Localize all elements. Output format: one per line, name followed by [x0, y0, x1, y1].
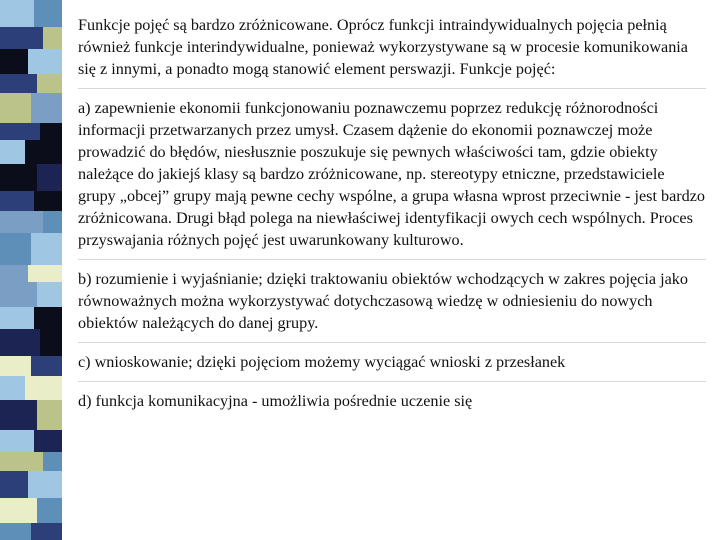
function-a-paragraph: a) zapewnienie ekonomii funkcjonowaniu poznawczemu poprzez redukcję różnorodności informacji przetwarzanych przez umysł. Czasem dążenie do ekonomii poznawczej może prowadzić do błędów, niesłusznie poszukuje się pewnych właściwości tam, gdzie obiekty należące do jakiejś klasy są bardzo zróżnicowane, np. stereotypy etniczne, przedstawiciele grupy „obcej” grupy mają pewne cechy wspólne, a grupa własna wprost przeciwnie - jest bardzo zróżnicowana. Drugi błąd polega na niewłaściwej identyfikacji owych cech wspólnych. Proces przyswajania różnych pojęć jest uwarunkowany kulturowo. [78, 99, 706, 249]
stripe-block [37, 74, 62, 94]
function-b-paragraph: b) rozumienie i wyjaśnianie; dzięki traktowaniu obiektów wchodzących w zakres pojęcia jako równoważnych można wykorzystywać dotychczasową wiedzę w odniesieniu do nowych obiektów należących do danej grupy. [78, 270, 688, 332]
stripe-block [0, 140, 25, 165]
stripe-block [0, 265, 28, 282]
paragraph-divider [78, 88, 706, 89]
stripe-segment [0, 282, 62, 307]
stripe-segment [0, 376, 62, 401]
paragraph-divider [78, 342, 706, 343]
stripe-segment [0, 329, 62, 356]
stripe-block [0, 356, 31, 376]
stripe-block [34, 191, 62, 211]
stripe-block [0, 93, 31, 122]
stripe-block [0, 191, 34, 211]
paragraph-divider [78, 259, 706, 260]
stripe-segment [0, 471, 62, 498]
stripe-segment [0, 140, 62, 165]
stripe-block [0, 74, 37, 94]
stripe-segment [0, 307, 62, 329]
decorative-color-stripe [0, 0, 62, 540]
stripe-block [0, 282, 37, 307]
stripe-block [0, 164, 37, 191]
stripe-segment [0, 74, 62, 94]
stripe-segment [0, 211, 62, 233]
stripe-segment [0, 265, 62, 282]
stripe-block [28, 471, 62, 498]
stripe-block [0, 523, 31, 540]
stripe-block [34, 307, 62, 329]
stripe-block [0, 452, 43, 472]
stripe-block [31, 93, 62, 122]
stripe-block [31, 356, 62, 376]
stripe-block [0, 123, 40, 140]
stripe-block [25, 140, 62, 165]
stripe-block [28, 49, 62, 74]
stripe-block [40, 123, 62, 140]
stripe-segment [0, 233, 62, 265]
stripe-segment [0, 523, 62, 540]
stripe-segment [0, 452, 62, 472]
stripe-segment [0, 430, 62, 452]
stripe-segment [0, 400, 62, 429]
stripe-segment [0, 0, 62, 27]
stripe-block [0, 498, 37, 523]
stripe-segment [0, 191, 62, 211]
stripe-block [0, 430, 34, 452]
stripe-block [0, 400, 37, 429]
stripe-block [0, 211, 43, 233]
stripe-block [37, 498, 62, 523]
stripe-block [0, 329, 40, 356]
stripe-block [31, 233, 62, 265]
stripe-block [0, 27, 43, 49]
stripe-block [28, 265, 62, 282]
stripe-block [0, 471, 28, 498]
paragraph-divider [78, 381, 706, 382]
stripe-block [0, 0, 34, 27]
stripe-block [43, 211, 62, 233]
function-d-paragraph: d) funkcja komunikacyjna - umożliwia pośrednie uczenie się [78, 392, 473, 410]
stripe-block [34, 0, 62, 27]
stripe-block [43, 452, 62, 472]
stripe-block [37, 164, 62, 191]
stripe-block [0, 376, 25, 401]
intro-paragraph: Funkcje pojęć są bardzo zróżnicowane. Oprócz funkcji intraindywidualnych pojęcia pełnią również funkcje interindywidualne, ponieważ wykorzystywane są w procesie komunikowania się z innymi, a ponadto mogą stanowić element perswazji. Funkcje pojęć: [78, 16, 688, 78]
stripe-block [43, 27, 62, 49]
stripe-segment [0, 93, 62, 122]
stripe-segment [0, 49, 62, 74]
stripe-block [40, 329, 62, 356]
function-c-paragraph: c) wnioskowanie; dzięki pojęciom możemy wyciągać wnioski z przesłanek [78, 353, 566, 371]
slide-content [78, 14, 706, 420]
stripe-segment [0, 123, 62, 140]
stripe-block [37, 400, 62, 429]
stripe-segment [0, 498, 62, 523]
stripe-block [0, 307, 34, 329]
stripe-block [25, 376, 62, 401]
stripe-block [31, 523, 62, 540]
stripe-block [37, 282, 62, 307]
stripe-block [0, 49, 28, 74]
stripe-segment [0, 356, 62, 376]
stripe-block [34, 430, 62, 452]
stripe-block [0, 233, 31, 265]
stripe-segment [0, 27, 62, 49]
stripe-segment [0, 164, 62, 191]
